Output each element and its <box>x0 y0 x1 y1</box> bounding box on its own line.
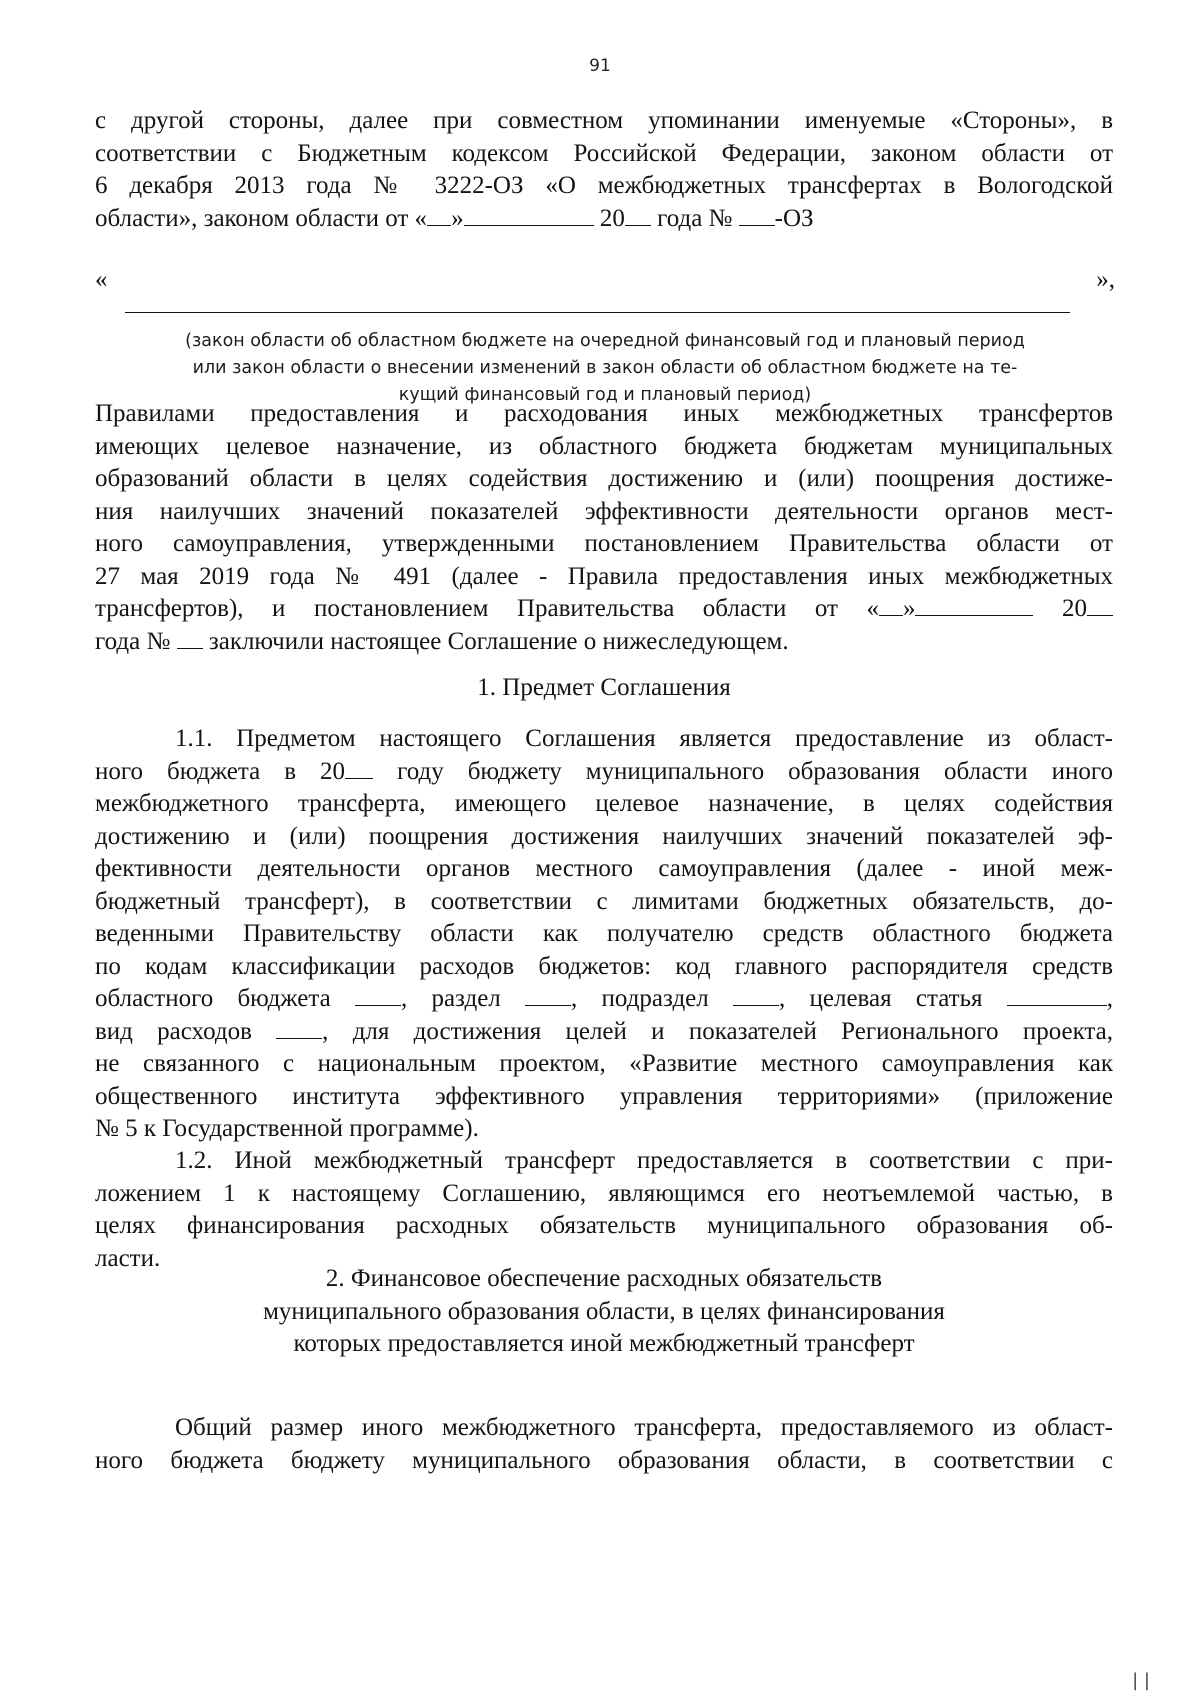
text-line: по кодам классификации расходов бюджетов: код главного распорядителя средств <box>95 952 1113 980</box>
text-fragment: , подраздел <box>571 985 733 1012</box>
text-line: 27 мая 2019 года № 491 (далее - Правила предоставления иных межбюджетных <box>95 562 1113 590</box>
rules-paragraph <box>95 398 1113 658</box>
year-blank <box>345 756 373 779</box>
text-fragment: » <box>451 204 464 232</box>
date-day-blank <box>879 593 903 616</box>
text-line: Общий размер иного межбюджетного трансферта, предоставляемого из област- <box>175 1414 1113 1441</box>
year-blank <box>1087 593 1113 616</box>
law-name-field <box>95 266 1115 296</box>
date-day-blank <box>427 203 451 226</box>
text-fragment: , для достижения целей и показателей Регионального проекта, <box>322 1017 1113 1045</box>
note-line: или закон области о внесении изменений в закон области об областном бюджете на те- <box>192 358 1018 378</box>
text-line: общественного института эффективного управления территориями» (приложение <box>95 1082 1113 1110</box>
note-line: (закон области об областном бюджете на очередной финансовый год и плановый период <box>185 331 1025 351</box>
text-line: бюджетный трансферт), в соответствии с лимитами бюджетных обязательств, до- <box>95 887 1113 915</box>
text-fragment: , раздел <box>400 985 526 1012</box>
text-line: целях финансирования расходных обязательств муниципального образования об- <box>95 1212 1113 1239</box>
text-fragment: вид расходов <box>95 1017 277 1045</box>
year-blank <box>625 203 651 226</box>
heading-text: которых предоставляется иной межбюджетный трансферт <box>293 1330 915 1357</box>
text-fragment: 20 <box>593 204 625 232</box>
paragraph-1-1 <box>95 723 1113 1146</box>
text-line <box>95 1016 1113 1049</box>
text-line: 6 декабря 2013 года № 3222-ОЗ «О межбюджетных трансфертах в Вологодской <box>95 172 1113 199</box>
text-fragment: областного бюджета <box>95 985 355 1012</box>
text-fragment: трансфертов), и постановлением Правительства области от « <box>95 595 879 622</box>
intro-paragraph <box>95 105 1113 235</box>
text-fragment: 20 <box>1033 595 1087 622</box>
text-line: веденными Правительству области как получателю средств областного бюджета <box>95 920 1113 947</box>
text-fragment: , <box>1106 985 1113 1012</box>
text-line: Правилами предоставления и расходования иных межбюджетных трансфертов <box>95 400 1113 427</box>
text-line: межбюджетного трансферта, имеющего целевое назначение, в целях содействия <box>95 790 1113 817</box>
expense-type-blank <box>276 1016 322 1039</box>
text-line: фективности деятельности органов местного самоуправления (далее - иной меж- <box>95 855 1113 882</box>
text-fragment: ного бюджета в 20 <box>95 757 346 785</box>
text-line: ния наилучших значений показателей эффективности деятельности органов мест- <box>95 497 1113 525</box>
code-blank <box>355 983 401 1006</box>
text-line: достижению и (или) поощрения достижения наилучших значений показателей эф- <box>95 822 1113 850</box>
text-fragment: году бюджету муниципального образования области иного <box>373 757 1113 785</box>
explanatory-note <box>110 328 1100 409</box>
text-line: ного самоуправления, утвержденными постановлением Правительства области от <box>95 530 1113 557</box>
text-line: имеющих целевое назначение, из областного бюджета бюджетам муниципальных <box>95 432 1113 460</box>
text-fragment: , целевая статья <box>779 985 1007 1012</box>
scan-edge-mark: | | <box>1132 1670 1150 1691</box>
text-fragment: области», законом области от « <box>95 204 428 232</box>
heading-text: муниципального образования области, в целях финансирования <box>263 1297 945 1325</box>
section-1-heading <box>95 672 1113 705</box>
law-number-blank <box>739 203 775 226</box>
text-line: № 5 к Государственной программе). <box>95 1115 479 1142</box>
text-line: 1.2. Иной межбюджетный трансферт предоставляется в соответствии с при- <box>175 1147 1113 1174</box>
text-fragment: года № <box>650 204 739 232</box>
paragraph-1-2 <box>95 1145 1113 1275</box>
date-month-blank <box>915 593 1033 616</box>
underline-rule <box>125 312 1070 313</box>
section-blank <box>525 983 571 1006</box>
open-quote: « <box>95 266 108 293</box>
date-month-blank <box>464 203 594 226</box>
text-line <box>95 983 1113 1016</box>
text-line <box>95 593 1113 626</box>
paragraph-2-1 <box>95 1412 1113 1477</box>
text-line: соответствии с Бюджетным кодексом Российской Федерации, законом области от <box>95 139 1113 167</box>
page-number: 91 <box>589 56 611 76</box>
text-fragment: » <box>902 595 916 622</box>
text-line: 1.1. Предметом настоящего Соглашения является предоставление из област- <box>175 725 1113 752</box>
text-fragment: -ОЗ <box>774 204 814 232</box>
text-line: ложением 1 к настоящему Соглашению, являющимся его неотъемлемой частью, в <box>95 1179 1113 1207</box>
subsection-blank <box>733 983 779 1006</box>
text-line: ласти. <box>95 1244 161 1272</box>
text-line <box>95 203 1113 236</box>
text-line: не связанного с национальным проектом, «Развитие местного самоуправления как <box>95 1050 1113 1077</box>
resolution-number-blank <box>177 626 203 649</box>
target-article-blank <box>1007 983 1107 1006</box>
text-line <box>95 626 1113 659</box>
text-line: с другой стороны, далее при совместном упоминании именуемые «Стороны», в <box>95 107 1113 134</box>
text-line: образований области в целях содействия достижению и (или) поощрения достиже- <box>95 465 1113 492</box>
text-fragment: года № <box>95 627 177 655</box>
text-fragment: заключили настоящее Соглашение о нижеследующем. <box>202 627 789 655</box>
text-line <box>95 756 1113 789</box>
heading-text: 2. Финансовое обеспечение расходных обязательств <box>325 1265 883 1292</box>
text-line: ного бюджета бюджету муниципального образования области, в соответствии с <box>95 1446 1113 1474</box>
close-quote: », <box>1096 266 1115 293</box>
section-2-heading <box>95 1263 1113 1361</box>
heading-text: 1. Предмет Соглашения <box>477 674 731 701</box>
note-line: кущий финансовый год и плановый период) <box>398 385 812 405</box>
